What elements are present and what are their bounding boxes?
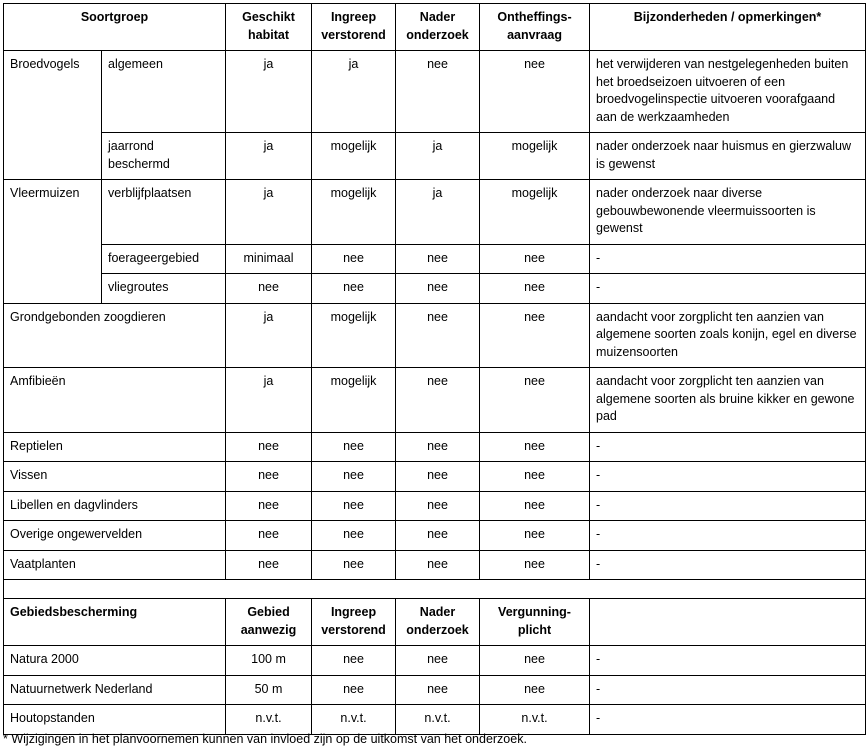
header-ontheffingsaanvraag: Ontheffings-aanvraag (480, 4, 590, 51)
header-soortgroep: Soortgroep (4, 4, 226, 51)
table-row (4, 133, 866, 180)
cell-exemption: nee (480, 368, 590, 433)
cell-disturb: nee (312, 432, 396, 462)
cell-habitat: nee (226, 462, 312, 492)
subgroup-label: algemeen (102, 51, 226, 133)
cell-exemption: nee (480, 244, 590, 274)
cell-notes: - (590, 550, 866, 580)
cell-exemption: nee (480, 462, 590, 492)
cell-habitat: ja (226, 51, 312, 133)
cell-exemption: nee (480, 274, 590, 304)
table-row (4, 675, 866, 705)
group-broedvogels: Broedvogels (4, 51, 102, 180)
cell-habitat: nee (226, 491, 312, 521)
cell-habitat: ja (226, 303, 312, 368)
cell-notes: - (590, 705, 866, 735)
group-label: Vissen (4, 462, 226, 492)
group-label: Vaatplanten (4, 550, 226, 580)
table-spacer-row (4, 580, 866, 599)
cell-notes: - (590, 244, 866, 274)
subgroup-label: verblijfplaatsen (102, 180, 226, 245)
header-nader-onderzoek: Nader onderzoek (396, 4, 480, 51)
cell-notes: - (590, 521, 866, 551)
cell-permit: n.v.t. (480, 705, 590, 735)
cell-notes: - (590, 675, 866, 705)
cell-research: nee (396, 675, 480, 705)
cell-habitat: nee (226, 550, 312, 580)
cell-notes: nader onderzoek naar huismus en gierzwaluw is gewenst (590, 133, 866, 180)
subgroup-label: foerageergebied (102, 244, 226, 274)
table-row (4, 180, 866, 245)
cell-disturb: nee (312, 675, 396, 705)
cell-research: nee (396, 51, 480, 133)
group-label: Reptielen (4, 432, 226, 462)
cell-exemption: mogelijk (480, 180, 590, 245)
cell-research: ja (396, 180, 480, 245)
cell-exemption: nee (480, 491, 590, 521)
areas-header-row (4, 599, 866, 646)
cell-disturb: n.v.t. (312, 705, 396, 735)
table-row (4, 51, 866, 133)
cell-research: nee (396, 244, 480, 274)
area-label: Houtopstanden (4, 705, 226, 735)
subgroup-label: vliegroutes (102, 274, 226, 304)
header-vergunningplicht: Vergunning-plicht (480, 599, 590, 646)
table-row (4, 491, 866, 521)
table-row (4, 303, 866, 368)
cell-disturb: nee (312, 521, 396, 551)
table-row (4, 550, 866, 580)
table-row (4, 274, 866, 304)
cell-disturb: mogelijk (312, 180, 396, 245)
cell-disturb: nee (312, 550, 396, 580)
cell-exemption: nee (480, 550, 590, 580)
cell-habitat: nee (226, 521, 312, 551)
cell-permit: nee (480, 646, 590, 676)
cell-disturb: nee (312, 244, 396, 274)
header-empty (590, 599, 866, 646)
cell-research: nee (396, 432, 480, 462)
cell-notes: nader onderzoek naar diverse gebouwbewonende vleermuissoorten is gewenst (590, 180, 866, 245)
table-row (4, 705, 866, 735)
area-label: Natura 2000 (4, 646, 226, 676)
footnote: * Wijzigingen in het planvoornemen kunnen van invloed zijn op de uitkomst van het onderzoek. (3, 732, 527, 746)
table-row (4, 462, 866, 492)
cell-research: nee (396, 521, 480, 551)
table-spacer (4, 580, 866, 599)
cell-research: nee (396, 368, 480, 433)
header-ingreep-verstorend: Ingreep verstorend (312, 4, 396, 51)
header-ingreep-verstorend: Ingreep verstorend (312, 599, 396, 646)
cell-exemption: nee (480, 51, 590, 133)
cell-notes: het verwijderen van nestgelegenheden buiten het broedseizoen uitvoeren of een broedvogelinspectie uitvoeren voorafgaand aan de werkzaamheden (590, 51, 866, 133)
cell-present: n.v.t. (226, 705, 312, 735)
header-gebiedsbescherming: Gebiedsbescherming (4, 599, 226, 646)
species-table (3, 3, 866, 735)
cell-notes: aandacht voor zorgplicht ten aanzien van algemene soorten zoals konijn, egel en diverse muizensoorten (590, 303, 866, 368)
table-row (4, 368, 866, 433)
cell-present: 50 m (226, 675, 312, 705)
cell-notes: aandacht voor zorgplicht ten aanzien van algemene soorten als bruine kikker en gewone pad (590, 368, 866, 433)
table-row (4, 646, 866, 676)
cell-habitat: minimaal (226, 244, 312, 274)
cell-disturb: ja (312, 51, 396, 133)
cell-disturb: nee (312, 462, 396, 492)
cell-notes: - (590, 462, 866, 492)
header-bijzonderheden: Bijzonderheden / opmerkingen* (590, 4, 866, 51)
cell-exemption: mogelijk (480, 133, 590, 180)
cell-notes: - (590, 432, 866, 462)
group-label: Amfibieën (4, 368, 226, 433)
cell-notes: - (590, 646, 866, 676)
group-label: Overige ongewervelden (4, 521, 226, 551)
cell-research: ja (396, 133, 480, 180)
cell-habitat: nee (226, 274, 312, 304)
header-nader-onderzoek: Nader onderzoek (396, 599, 480, 646)
cell-habitat: ja (226, 368, 312, 433)
cell-exemption: nee (480, 521, 590, 551)
cell-research: n.v.t. (396, 705, 480, 735)
cell-research: nee (396, 646, 480, 676)
table-row (4, 432, 866, 462)
species-header-row (4, 4, 866, 51)
table-row (4, 521, 866, 551)
cell-permit: nee (480, 675, 590, 705)
cell-research: nee (396, 462, 480, 492)
cell-disturb: nee (312, 274, 396, 304)
cell-present: 100 m (226, 646, 312, 676)
cell-habitat: nee (226, 432, 312, 462)
cell-research: nee (396, 550, 480, 580)
cell-exemption: nee (480, 303, 590, 368)
cell-disturb: mogelijk (312, 133, 396, 180)
cell-disturb: nee (312, 491, 396, 521)
cell-notes: - (590, 491, 866, 521)
cell-disturb: mogelijk (312, 368, 396, 433)
group-vleermuizen: Vleermuizen (4, 180, 102, 304)
cell-exemption: nee (480, 432, 590, 462)
header-geschikt-habitat: Geschikt habitat (226, 4, 312, 51)
cell-habitat: ja (226, 133, 312, 180)
cell-research: nee (396, 274, 480, 304)
table-row (4, 244, 866, 274)
cell-disturb: nee (312, 646, 396, 676)
cell-disturb: mogelijk (312, 303, 396, 368)
cell-research: nee (396, 491, 480, 521)
area-label: Natuurnetwerk Nederland (4, 675, 226, 705)
group-label: Grondgebonden zoogdieren (4, 303, 226, 368)
cell-habitat: ja (226, 180, 312, 245)
group-label: Libellen en dagvlinders (4, 491, 226, 521)
subgroup-label: jaarrond beschermd (102, 133, 226, 180)
cell-notes: - (590, 274, 866, 304)
header-gebied-aanwezig: Gebied aanwezig (226, 599, 312, 646)
cell-research: nee (396, 303, 480, 368)
